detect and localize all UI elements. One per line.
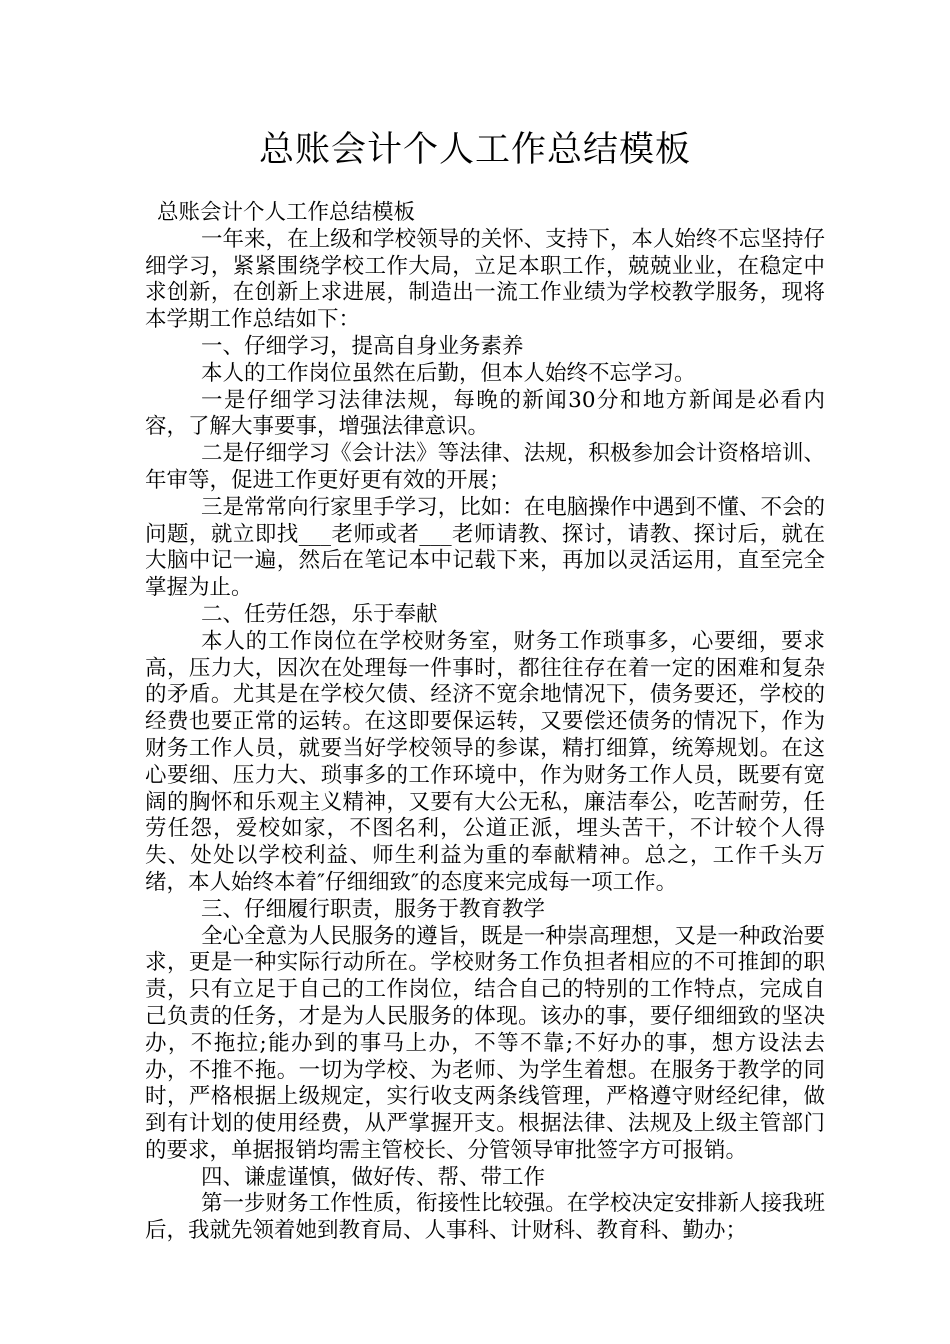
document-paragraph: 全心全意为人民服务的遵旨，既是一种崇高理想，又是一种政治要求，更是一种实际行动所在。学校财务工作负担者相应的不可推卸的职责，只有立足于自己的工作岗位，结合自己的特别的工作特点，完成自己负责的任务，才是为人民服务的体现。该办的事，要仔细细致的坚决办，不拖拉;能办到的事马上办，不等不靠;不好办的事，想方设法去办，不推不拖。一切为学校、为老师、为学生着想。在服务于教学的同时，严格根据上级规定，实行收支两条线管理，严格遵守财经纪律，做到有计划的使用经费，从严掌握开支。根据法律、法规及上级主管部门的要求，单据报销均需主管校长、分管领导审批签字方可报销。 xyxy=(145,923,825,1163)
document-paragraph: 三、仔细履行职责，服务于教育教学 xyxy=(201,896,546,922)
document-body xyxy=(145,200,825,1245)
document-paragraph: 本人的工作岗位虽然在后勤，但本人始终不忘学习。 xyxy=(201,360,696,386)
document-paragraph: 二是仔细学习《会计法》等法律、法规，积极参加会计资格培训、年审等，促进工作更好更有效的开展； xyxy=(145,441,825,493)
document-paragraph: 一、仔细学习，提高自身业务素养 xyxy=(201,333,524,359)
document-paragraph: 第一步财务工作性质，衔接性比较强。在学校决定安排新人接我班后，我就先领着她到教育局、人事科、计财科、教育科、勤办； xyxy=(145,1191,825,1244)
document-title: 总账会计个人工作总结模板 xyxy=(258,130,691,170)
document-paragraph: 本人的工作岗位在学校财务室，财务工作琐事多，心要细，要求高，压力大，因次在处理每一件事时，都往往存在着一定的困难和复杂的矛盾。尤其是在学校欠债、经济不宽余地情况下，债务要还，学校的经费也要正常的运转。在这即要保运转，又要偿还债务的情况下，作为财务工作人员，就要当好学校领导的参谋，精打细算，统筹规划。在这心要细、压力大、琐事多的工作环境中，作为财务工作人员，既要有宽阔的胸怀和乐观主义精神，又要有大公无私，廉洁奉公，吃苦耐劳，任劳任怨，爱校如家，不图名利，公道正派，埋头苦干，不计较个人得失、处处以学校利益、师生利益为重的奉献精神。总之，工作千头万绪，本人始终本着″仔细细致″的态度来完成每一项工作。 xyxy=(145,628,825,895)
document-paragraph: 三是常常向行家里手学习，比如：在电脑操作中遇到不懂、不会的问题，就立即找___老师或者___老师请教、探讨，请教、探讨后，就在大脑中记一遍，然后在笔记本中记载下来，再加以灵活运用，直至完全掌握为止。 xyxy=(145,494,825,601)
document-subtitle: 总账会计个人工作总结模板 xyxy=(157,200,416,225)
document-paragraph: 四、谦虚谨慎，做好传、帮、带工作 xyxy=(201,1164,546,1190)
document-paragraph: 一年来，在上级和学校领导的关怀、支持下，本人始终不忘坚持仔细学习，紧紧围绕学校工作大局，立足本职工作，兢兢业业，在稳定中求创新，在创新上求进展，制造出一流工作业绩为学校教学服务，现将本学期工作总结如下： xyxy=(145,226,825,333)
document-paragraph: 二、任劳任怨，乐于奉献 xyxy=(201,601,438,627)
document-paragraph: 一是仔细学习法律法规，每晚的新闻30分和地方新闻是必看内容，了解大事要事，增强法律意识。 xyxy=(145,387,825,440)
